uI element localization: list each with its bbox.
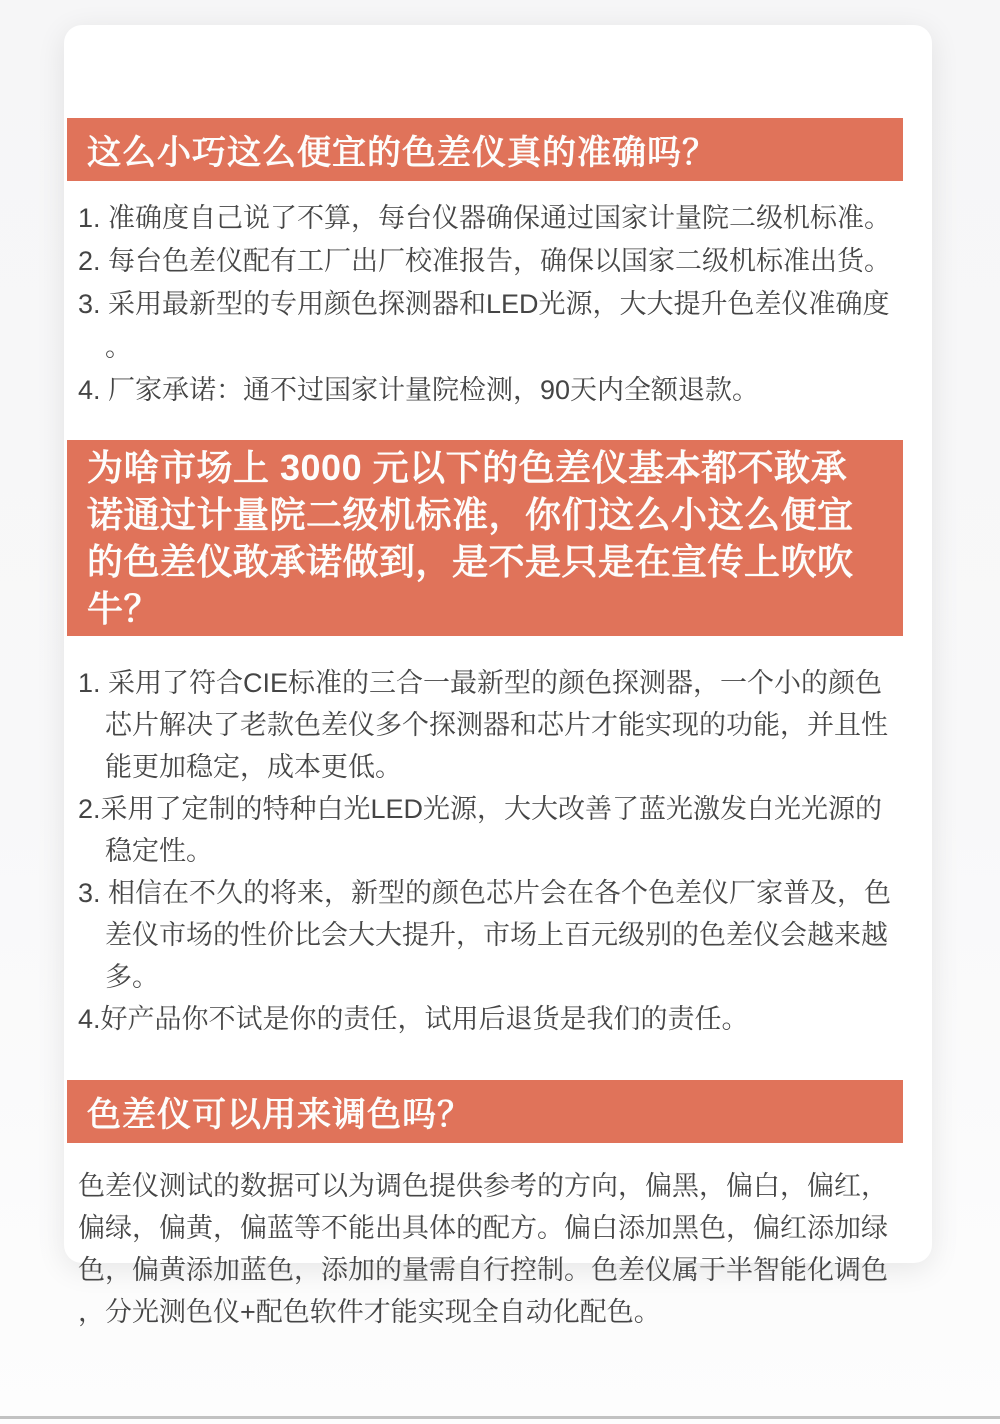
faq-question-heading-1: [67, 118, 903, 181]
faq-question-text: 色差仪可以用来调色吗？: [87, 1096, 472, 1134]
faq-answer-list-2: [78, 662, 904, 1040]
faq-answer-item: 1. 采用了符合CIE标准的三合一最新型的颜色探测器，一个小的颜色芯片解决了老款色差仪多个探测器和芯片才能实现的功能，并且性能更加稳定，成本更低。: [78, 668, 888, 782]
faq-question-text: 这么小巧这么便宜的色差仪真的准确吗？: [87, 134, 717, 172]
faq-answer-item: 4.好产品你不试是你的责任，试用后退货是我们的责任。: [78, 1004, 749, 1034]
faq-question-heading-2: [67, 440, 903, 636]
faq-answer-item: 3. 相信在不久的将来，新型的颜色芯片会在各个色差仪厂家普及，色差仪市场的性价比会大大提升，市场上百元级别的色差仪会越来越多。: [78, 878, 892, 992]
faq-answer-item: 1. 准确度自己说了不算，每台仪器确保通过国家计量院二级机标准。: [78, 203, 892, 233]
product-faq-card: [64, 25, 932, 1327]
faq-answer-item: 4. 厂家承诺：通不过国家计量院检测，90天内全额退款。: [78, 375, 760, 405]
section-divider: [0, 1416, 1000, 1419]
faq-answer-list-1: [78, 197, 904, 412]
faq-answer-item: 3. 采用最新型的专用颜色探测器和LED光源，大大提升色差仪准确度。: [78, 289, 890, 362]
faq-answer-item: 2. 每台色差仪配有工厂出厂校准报告，确保以国家二级机标准出货。: [78, 246, 892, 276]
faq-answer-item: 2.采用了定制的特种白光LED光源，大大改善了蓝光激发白光光源的稳定性。: [78, 794, 883, 866]
faq-question-text: 为啥市场上 3000 元以下的色差仪基本都不敢承诺通过计量院二级机标准，你们这么小这么便宜的色差仪敢承诺做到，是不是只是在宣传上吹吹牛？: [87, 447, 854, 629]
faq-question-heading-3: [67, 1080, 903, 1143]
faq-answer-paragraph: 色差仪测试的数据可以为调色提供参考的方向，偏黑，偏白，偏红，偏绿，偏黄，偏蓝等不能出具体的配方。偏白添加黑色，偏红添加绿色，偏黄添加蓝色，添加的量需自行控制。色差仪属于半智能化调色，分光测色仪+配色软件才能实现全自动化配色。: [78, 1171, 888, 1327]
